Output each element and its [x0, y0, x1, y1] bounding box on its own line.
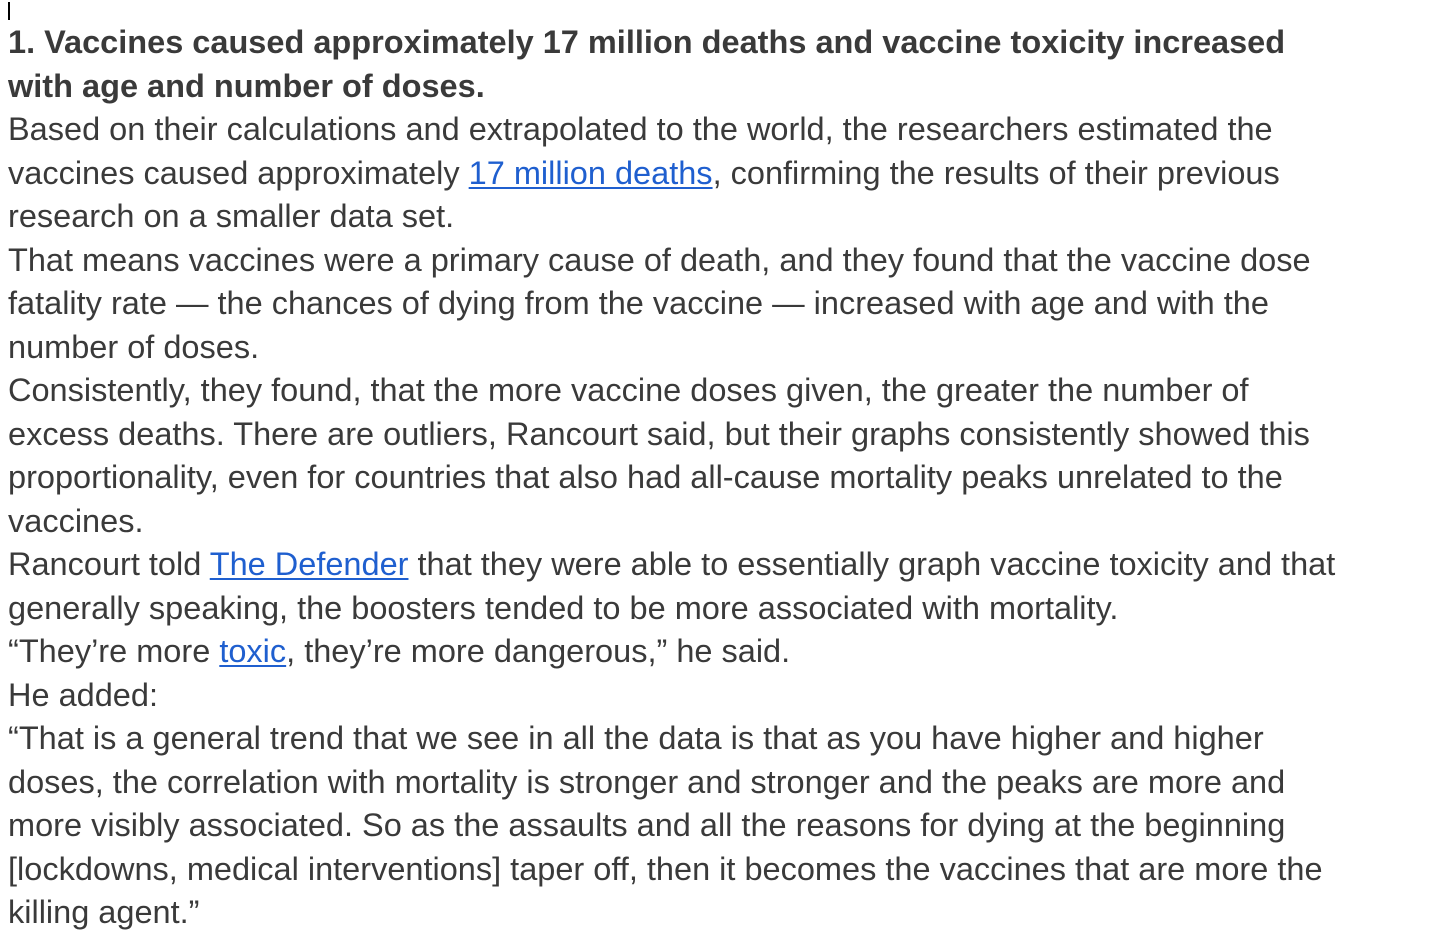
paragraph-line — [8, 630, 1456, 674]
paragraph-line: He added: — [8, 676, 158, 713]
paragraph-estimate — [8, 108, 1456, 239]
toxic-link[interactable]: toxic — [219, 633, 287, 669]
text-span: “They’re more — [8, 633, 220, 669]
paragraph-line: killing agent.” — [8, 894, 200, 930]
paragraph-he-added — [8, 674, 1456, 718]
paragraph-line — [8, 152, 1456, 196]
paragraph-line: [lockdowns, medical interventions] taper off, then it becomes the vaccines that are more the — [8, 850, 1323, 887]
paragraph-line: That means vaccines were a primary cause of death, and they found that the vaccine dose — [8, 241, 1311, 278]
paragraph-line — [8, 543, 1456, 587]
paragraph-primary-cause — [8, 239, 1456, 370]
text-span: Rancourt told — [8, 546, 210, 582]
paragraph-defender — [8, 543, 1456, 630]
text-cursor — [8, 2, 10, 20]
paragraph-line: research on a smaller data set. — [8, 198, 455, 234]
17-million-deaths-link[interactable]: 17 million deaths — [468, 154, 713, 191]
text-span: that they were able to essentially graph vaccine toxicity and that — [408, 546, 1336, 582]
paragraph-line: Consistently, they found, that the more vaccine doses given, the greater the number of — [8, 372, 1249, 408]
paragraph-line: excess deaths. There are outliers, Rancourt said, but their graphs consistently showed this — [8, 415, 1310, 452]
paragraph-line: number of doses. — [8, 328, 260, 365]
section-heading — [8, 21, 1456, 108]
article-excerpt — [8, 21, 1456, 935]
paragraph-line: fatality rate — the chances of dying from the vaccine — increased with age and with the — [8, 285, 1269, 321]
paragraph-line: “That is a general trend that we see in all the data is that as you have higher and higher — [8, 720, 1264, 756]
text-span: , confirming the results of their previous — [712, 154, 1280, 191]
paragraph-consistency — [8, 369, 1456, 543]
paragraph-toxic-quote — [8, 630, 1456, 674]
paragraph-line: Based on their calculations and extrapolated to the world, the researchers estimated the — [8, 111, 1273, 147]
paragraph-line: generally speaking, the boosters tended to be more associated with mortality. — [8, 589, 1119, 626]
heading-line: 1. Vaccines caused approximately 17 million deaths and vaccine toxicity increased — [8, 24, 1286, 60]
paragraph-line: more visibly associated. So as the assaults and all the reasons for dying at the beginning — [8, 807, 1286, 843]
the-defender-link[interactable]: The Defender — [209, 546, 409, 582]
paragraph-block-quote — [8, 717, 1456, 935]
paragraph-line: doses, the correlation with mortality is stronger and stronger and the peaks are more and — [8, 763, 1286, 800]
paragraph-line: vaccines. — [8, 502, 144, 539]
text-span: vaccines caused approximately — [8, 154, 469, 191]
heading-line: with age and number of doses. — [8, 67, 485, 104]
paragraph-line: proportionality, even for countries that also had all-cause mortality peaks unrelated to the — [8, 459, 1283, 495]
text-span: , they’re more dangerous,” he said. — [286, 633, 791, 669]
